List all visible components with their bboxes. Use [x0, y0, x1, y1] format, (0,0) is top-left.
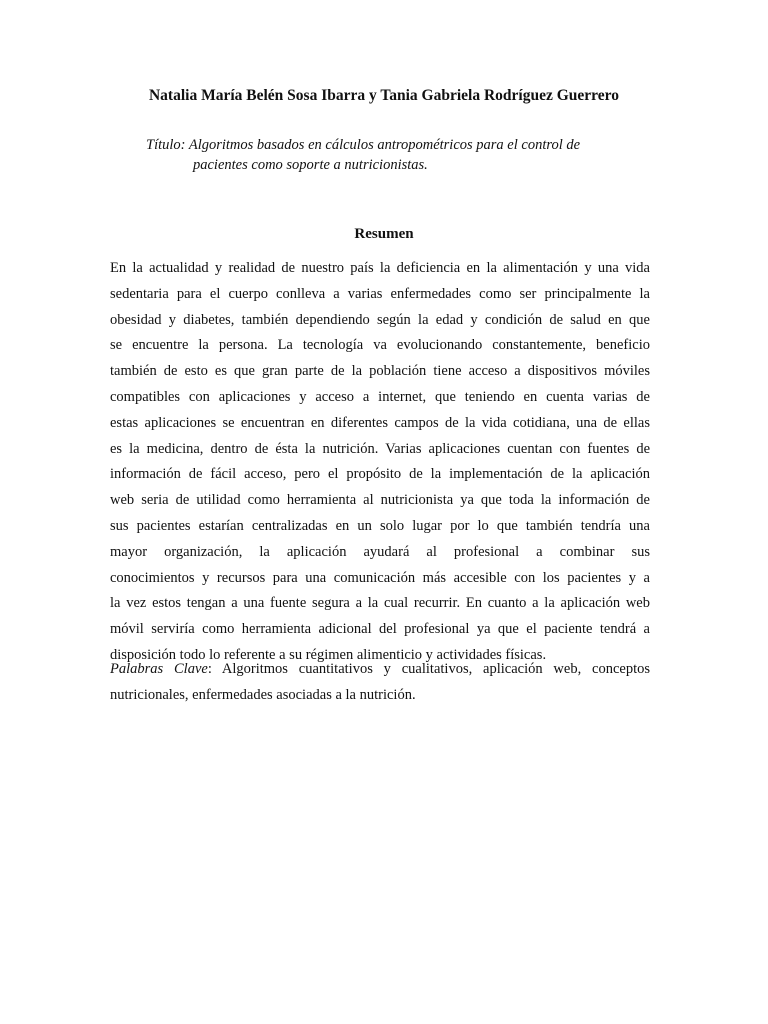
abstract-line: sedentaria para el cuerpo conlleva a varias enfermedades como ser principalmente la	[110, 285, 650, 302]
thesis-title	[146, 135, 646, 175]
abstract-line: compatibles con aplicaciones y acceso a internet, que teniendo en cuenta varias de	[110, 388, 650, 405]
abstract-line: conocimientos y recursos para una comunicación más accesible con los pacientes y a	[110, 569, 650, 586]
abstract-body	[110, 256, 650, 669]
keywords-text-1: : Algoritmos cuantitativos y cualitativos, aplicación web, conceptos	[207, 661, 651, 677]
abstract-line: sus pacientes estarían centralizadas en un solo lugar por lo que también tendría una	[110, 517, 650, 534]
abstract-line: En la actualidad y realidad de nuestro país la deficiencia en la alimentación y una vida	[110, 260, 650, 276]
abstract-line: información de fácil acceso, pero el propósito de la implementación de la aplicación	[110, 466, 650, 483]
abstract-line: la vez estos tengan a una fuente segura a la cual recurrir. En cuanto a la aplicación web	[110, 595, 650, 612]
abstract-line: estas aplicaciones se encuentran en diferentes campos de la vida cotidiana, una de ellas	[110, 414, 650, 431]
abstract-line: móvil serviría como herramienta adicional del profesional ya que el paciente tendrá a	[110, 621, 650, 638]
abstract-heading: Resumen	[354, 226, 414, 242]
authors-line: Natalia María Belén Sosa Ibarra y Tania Gabriela Rodríguez Guerrero	[148, 87, 619, 104]
keywords-line-2: nutricionales, enfermedades asociadas a la nutrición.	[110, 686, 416, 703]
keywords-label: Palabras Clave	[110, 661, 208, 677]
thesis-title-line-1: Título: Algoritmos basados en cálculos antropométricos para el control de	[146, 137, 581, 153]
keywords-block	[110, 657, 650, 709]
abstract-line: obesidad y diabetes, también dependiendo según la edad y condición de salud en que	[110, 311, 650, 328]
abstract-line: web seria de utilidad como herramienta al nutricionista ya que toda la información de	[110, 492, 650, 509]
abstract-line: también de esto es que gran parte de la población tiene acceso a dispositivos móviles	[110, 363, 650, 380]
keywords-line-1	[110, 657, 650, 683]
thesis-title-line-2: pacientes como soporte a nutricionistas.	[193, 157, 428, 173]
abstract-line: se encuentre la persona. La tecnología va evolucionando constantemente, beneficio	[110, 337, 650, 354]
abstract-line: es la medicina, dentro de ésta la nutrición. Varias aplicaciones cuentan con fuentes de	[110, 440, 650, 457]
abstract-line: disposición todo lo referente a su régimen alimenticio y actividades físicas.	[110, 646, 547, 663]
abstract-line: mayor organización, la aplicación ayudará al profesional a combinar sus	[110, 543, 650, 560]
